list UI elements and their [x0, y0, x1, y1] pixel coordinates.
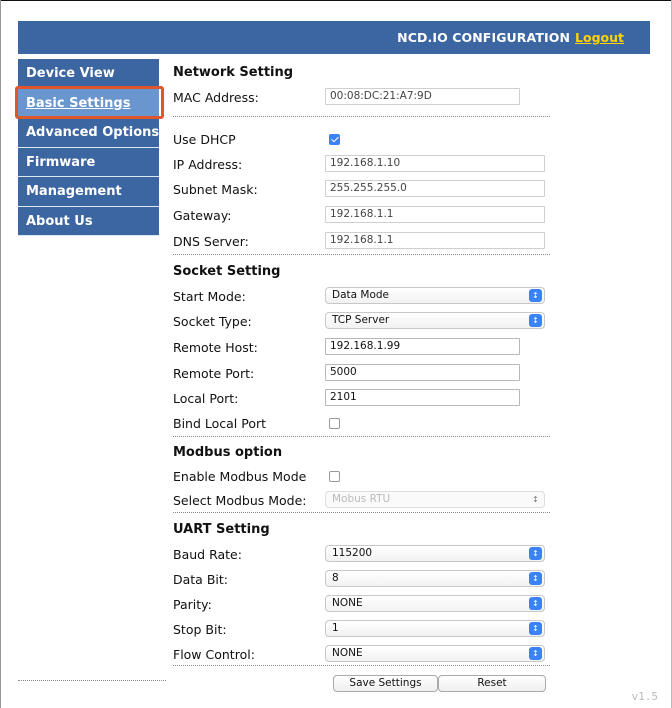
page-header: [18, 21, 650, 54]
remote-port-field[interactable]: 5000: [325, 364, 520, 381]
data-bit-value: 8: [332, 572, 339, 584]
select-arrow-icon: ↕: [532, 495, 539, 504]
divider: [173, 116, 550, 117]
mac-address-field: 00:08:DC:21:A7:9D: [325, 88, 520, 105]
network-section-title: Network Setting: [173, 65, 294, 80]
remote-port-label: Remote Port:: [173, 366, 255, 381]
remote-host-label: Remote Host:: [173, 340, 258, 355]
logout-link[interactable]: Logout: [575, 30, 624, 45]
window-top-border: [0, 0, 672, 1]
subnet-mask-label: Subnet Mask:: [173, 182, 258, 197]
sidebar-divider: [18, 680, 166, 681]
uart-section-title: UART Setting: [173, 522, 270, 537]
save-settings-button[interactable]: Save Settings: [333, 675, 438, 692]
local-port-label: Local Port:: [173, 391, 239, 406]
flow-control-select[interactable]: [325, 645, 545, 662]
page-title: NCD.IO CONFIGURATION: [397, 30, 570, 45]
select-arrow-icon: ↕: [529, 547, 542, 560]
stop-bit-select[interactable]: [325, 620, 545, 637]
select-arrow-icon: ↕: [529, 314, 542, 327]
socket-type-value: TCP Server: [332, 314, 390, 326]
gateway-field[interactable]: 192.168.1.1: [325, 206, 545, 223]
select-modbus-label: Select Modbus Mode:: [173, 493, 307, 508]
dhcp-label: Use DHCP: [173, 132, 236, 147]
parity-value: NONE: [332, 597, 363, 609]
mac-address-label: MAC Address:: [173, 90, 259, 105]
sidebar-item-management[interactable]: Management: [18, 177, 159, 207]
ip-address-label: IP Address:: [173, 157, 243, 172]
sidebar-item-advanced-options[interactable]: Advanced Options: [18, 118, 159, 148]
start-mode-select[interactable]: [325, 287, 545, 304]
select-arrow-icon: ↕: [529, 572, 542, 585]
version-label: v1.5: [631, 690, 658, 703]
modbus-mode-value: Mobus RTU: [332, 493, 391, 505]
socket-section-title: Socket Setting: [173, 264, 281, 279]
modbus-section-title: Modbus option: [173, 445, 283, 460]
flow-control-value: NONE: [332, 647, 363, 659]
sidebar-item-firmware[interactable]: Firmware: [18, 148, 159, 178]
enable-modbus-label: Enable Modbus Mode: [173, 469, 307, 484]
bind-local-port-label: Bind Local Port: [173, 416, 267, 431]
modbus-mode-select[interactable]: [325, 491, 545, 508]
start-mode-label: Start Mode:: [173, 289, 246, 304]
select-arrow-icon: ↕: [529, 622, 542, 635]
socket-type-select[interactable]: [325, 312, 545, 329]
select-arrow-icon: ↕: [529, 597, 542, 610]
enable-modbus-checkbox[interactable]: [329, 471, 340, 482]
baud-rate-select[interactable]: [325, 545, 545, 562]
bind-local-port-checkbox[interactable]: [329, 418, 340, 429]
divider: [173, 254, 550, 255]
reset-button[interactable]: Reset: [438, 675, 546, 692]
ip-address-field[interactable]: 192.168.1.10: [325, 155, 545, 172]
dns-server-label: DNS Server:: [173, 234, 249, 249]
divider: [173, 512, 550, 513]
socket-type-label: Socket Type:: [173, 314, 252, 329]
dhcp-checkbox[interactable]: [329, 134, 340, 145]
gateway-label: Gateway:: [173, 208, 232, 223]
data-bit-label: Data Bit:: [173, 572, 228, 587]
baud-rate-value: 115200: [332, 547, 373, 559]
dns-server-field[interactable]: 192.168.1.1: [325, 232, 545, 249]
sidebar-nav: [18, 59, 159, 236]
sidebar-item-device-view[interactable]: Device View: [18, 59, 159, 89]
sidebar-item-about-us[interactable]: About Us: [18, 207, 159, 237]
divider: [173, 665, 550, 666]
select-arrow-icon: ↕: [529, 647, 542, 660]
parity-select[interactable]: [325, 595, 545, 612]
stop-bit-label: Stop Bit:: [173, 622, 227, 637]
parity-label: Parity:: [173, 597, 212, 612]
sidebar-item-basic-settings[interactable]: Basic Settings: [18, 89, 159, 119]
flow-control-label: Flow Control:: [173, 647, 255, 662]
select-arrow-icon: ↕: [529, 289, 542, 302]
start-mode-value: Data Mode: [332, 289, 390, 301]
stop-bit-value: 1: [332, 622, 339, 634]
remote-host-field[interactable]: 192.168.1.99: [325, 338, 520, 355]
divider: [173, 436, 550, 437]
local-port-field[interactable]: 2101: [325, 389, 520, 406]
subnet-mask-field[interactable]: 255.255.255.0: [325, 180, 545, 197]
window-left-border: [0, 0, 1, 708]
baud-rate-label: Baud Rate:: [173, 547, 242, 562]
data-bit-select[interactable]: [325, 570, 545, 587]
